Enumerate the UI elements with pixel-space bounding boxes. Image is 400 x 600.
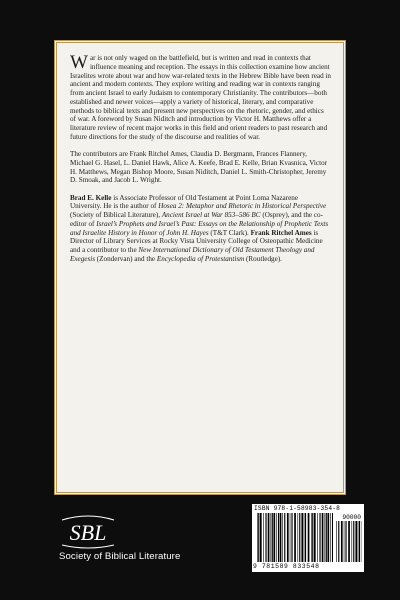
barcode-bar <box>282 513 283 562</box>
barcode-bar <box>348 521 350 562</box>
barcode-bar <box>319 513 320 562</box>
bio-text: is Associate Professor of Old Testament at Point Loma Nazarene University. He is the author of <box>70 193 299 211</box>
barcode-bar <box>325 513 326 562</box>
sbl-logo <box>58 512 118 550</box>
barcode-bar <box>359 521 360 562</box>
barcode-bar <box>305 513 306 562</box>
bio-text: is Director of Library Services at Rocky Vista University College of Osteopathic Medicine and a contributor to the <box>70 228 323 254</box>
book-title: New International Dictionary of Old Testament Theology and Exegesis <box>70 246 315 263</box>
barcode-bar <box>355 521 357 562</box>
barcode-bar <box>336 521 337 562</box>
barcode-bar <box>298 513 299 562</box>
book-title: Hosea 2: Metaphor and Rhetoric in Historical Perspective <box>158 202 327 211</box>
barcode-bar <box>344 521 345 562</box>
barcode-bar <box>353 521 354 562</box>
barcode-bar <box>352 521 353 562</box>
barcode-bar <box>291 513 292 562</box>
barcode-bar <box>345 521 346 562</box>
barcode-bar <box>258 513 259 562</box>
barcode-bar <box>358 521 359 562</box>
sbl-logo-text: SBL <box>69 520 107 545</box>
ean-barcode <box>257 513 333 562</box>
bio-text: (Zondervan) and the <box>94 254 157 263</box>
back-cover-text-panel <box>54 40 346 495</box>
barcode-bar <box>327 513 329 562</box>
addon-barcode <box>336 521 362 562</box>
bio-paragraph <box>70 194 331 264</box>
book-title: Israel’s Prophets and Israel’s Past: Essays on the Relationship of Prophetic Texts and Israelite History in Honor of John H. Hayes <box>70 219 329 237</box>
barcode-bar <box>311 513 312 562</box>
barcode-bar <box>290 513 291 562</box>
price-code: 90000 <box>342 514 361 521</box>
barcode-bar <box>314 513 316 562</box>
barcode-bar <box>308 513 310 562</box>
barcode-digits: 9 781589 833548 <box>253 563 320 570</box>
barcode-bar <box>338 521 339 562</box>
barcode-bar <box>268 513 270 562</box>
barcode-block <box>252 504 364 572</box>
barcode-bar <box>287 513 289 562</box>
barcode-bar <box>284 513 285 562</box>
barcode-bar <box>265 513 266 562</box>
editor-name-ames: Frank Ritchel Ames <box>250 228 312 237</box>
barcode-bar <box>263 513 264 562</box>
contributors-paragraph: The contributors are Frank Ritchel Ames, Claudia D. Bergmann, Frances Flannery, Michael G. Hasel, L. Daniel Hawk, Alice A. Keefe, Brad E. Kelle, Brian Kvasnica, Victor H. Matthews, Megan Bishop Moore, Susan Niditch, Daniel L. Smith-Christopher, Jeremy D. Smoak, and Jacob L. Wright. <box>70 150 328 185</box>
barcode-bar <box>257 513 258 562</box>
barcode-bar <box>322 513 324 562</box>
barcode-bar <box>332 513 333 562</box>
barcode-bar <box>341 521 343 562</box>
bio-text: (Routledge). <box>244 254 282 263</box>
editor-name-kelle: Brad E. Kelle <box>70 193 112 202</box>
barcode-bar <box>260 513 262 562</box>
barcode-bar <box>330 513 331 562</box>
drop-cap: W <box>70 52 88 73</box>
description-paragraph <box>70 54 331 142</box>
barcode-bar <box>273 513 275 562</box>
barcode-bar <box>317 513 318 562</box>
barcode-bar <box>294 513 296 562</box>
book-title: Ancient Israel at War 853–586 BC <box>161 211 261 219</box>
barcode-bar <box>312 513 313 562</box>
barcode-bar <box>280 513 282 562</box>
barcode-bar <box>272 513 273 562</box>
isbn-label: ISBN 978-1-58983-354-8 <box>254 505 341 512</box>
barcode-bar <box>276 513 277 562</box>
barcode-bar <box>299 513 300 562</box>
barcode-bar <box>278 513 279 562</box>
barcode-bar <box>301 513 303 562</box>
book-title: Encyclopedia of Protestantism <box>156 254 245 263</box>
bio-text: (Society of Biblical Literature), <box>70 211 162 219</box>
bio-text: (T&T Clark). <box>208 228 251 237</box>
barcode-bar <box>304 513 305 562</box>
bio-text: (Osprey), and the co-editor of <box>70 211 323 228</box>
barcode-bar <box>326 513 327 562</box>
publisher-name: Society of Biblical Literature <box>59 551 181 562</box>
barcode-bar <box>271 513 272 562</box>
description-text: ar is not only waged on the battlefield, but is written and read in contexts that influence meaning and reception. The essays in this collection examine how ancient Israelites wrote about war and how war-related texts in the Hebrew Bible have been read in ancient and modern contexts. They explore writing and reading war in contexts ranging from ancient Israel to early Judaism to contemporary Christianity. The contributors—both established and newer voices—apply a variety of historical, literary, and comparative methods to biblical texts and present new perspectives on the rhetoric, gender, and ethics of war. A foreword by Susan Niditch and introduction by Victor H. Matthews offer a literature review of recent major works in this field and orient readers to past research and future directions for the study of the discourse and realities of war. <box>70 54 331 141</box>
